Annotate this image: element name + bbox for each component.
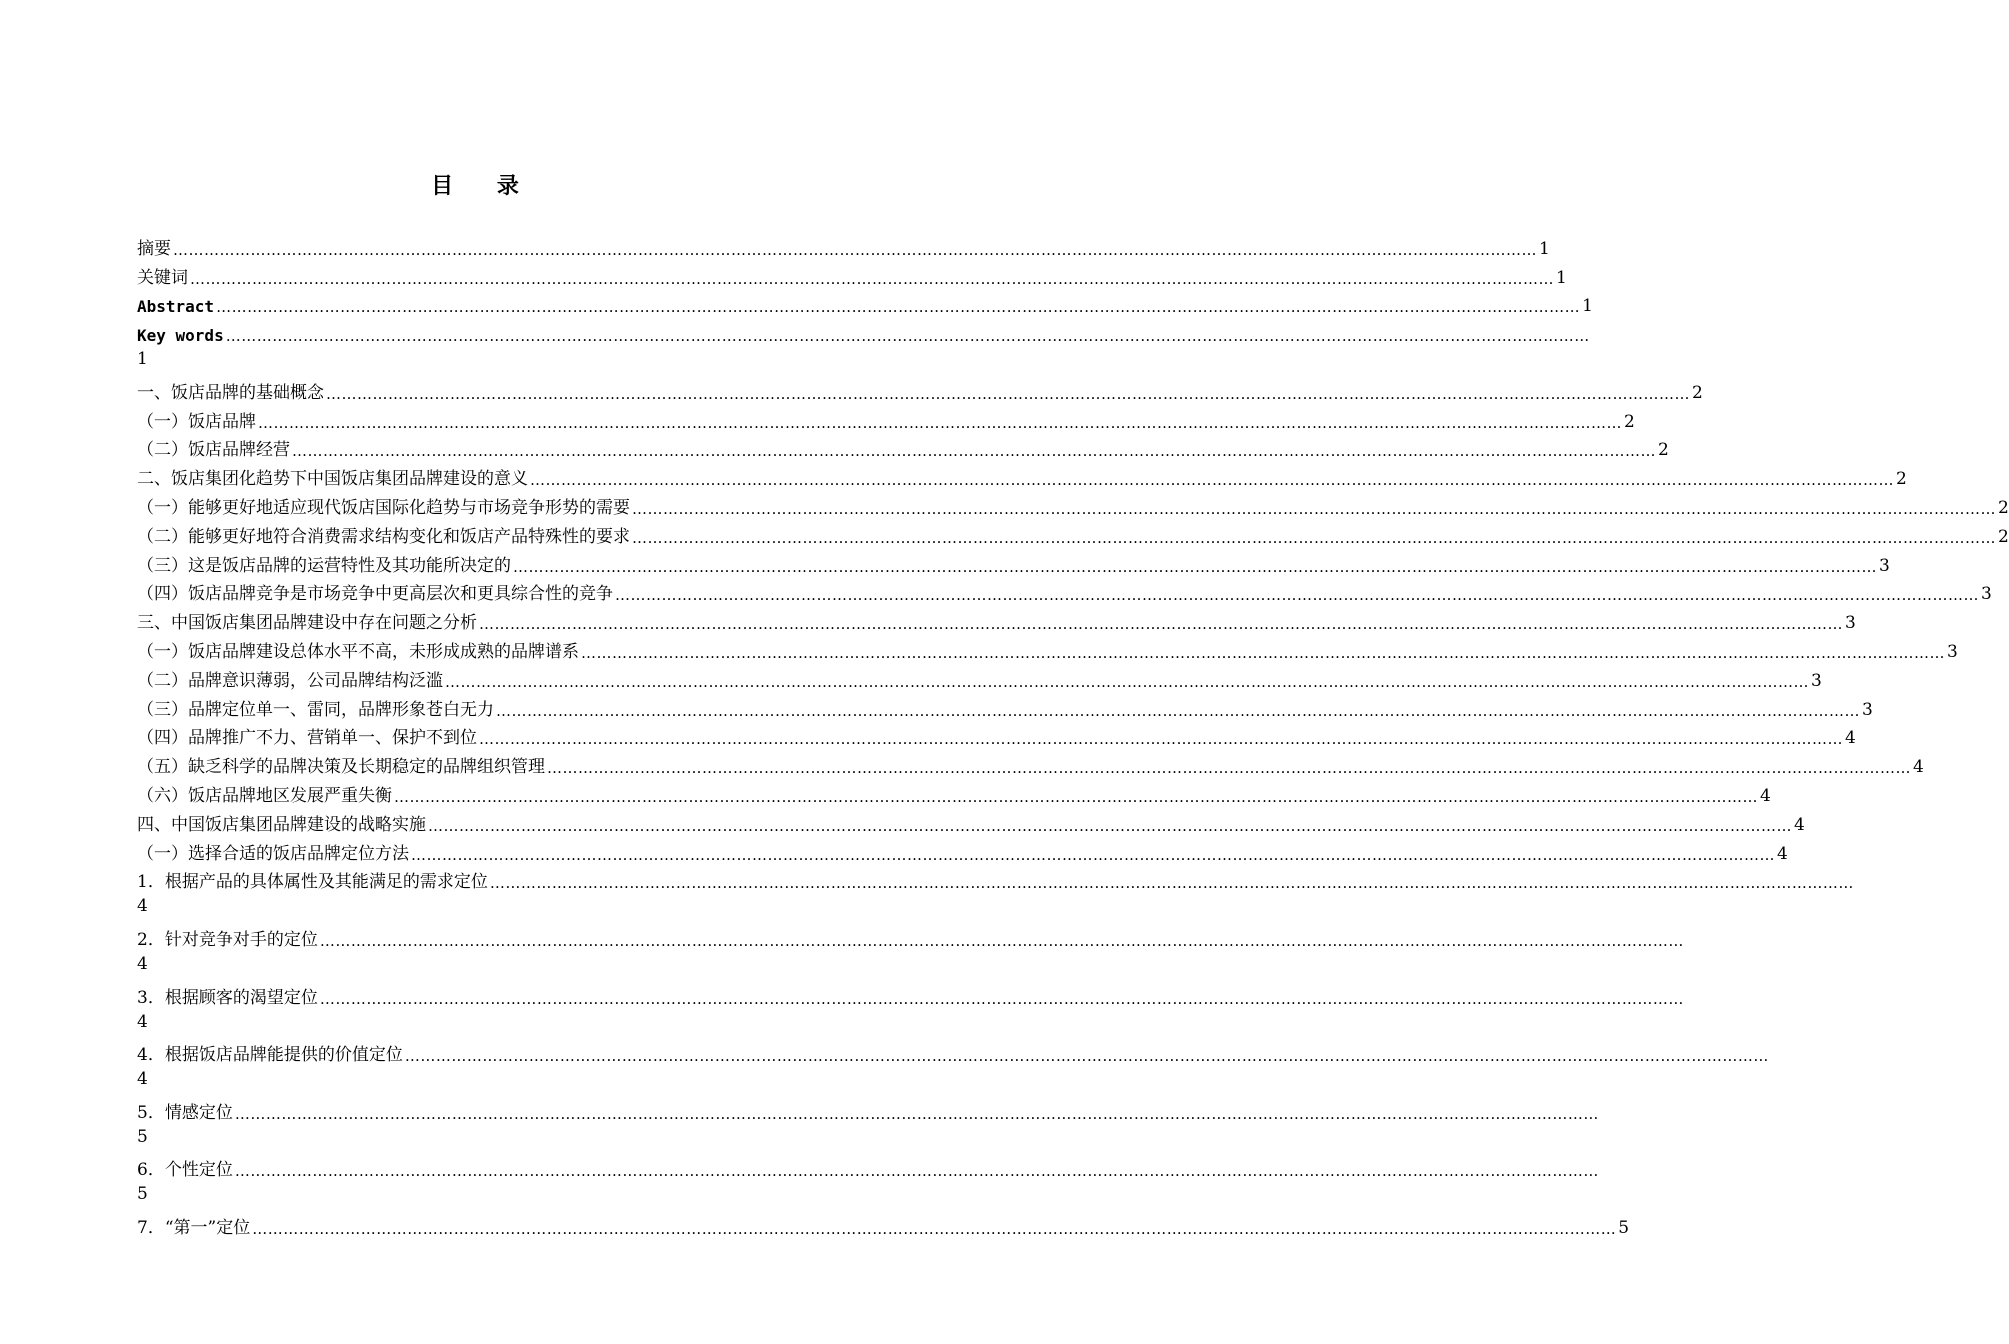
toc-entry-title: 二、饭店集团化趋势下中国饭店集团品牌建设的意义 [137, 469, 528, 490]
toc-entry-title: （六）饭店品牌地区发展严重失衡 [137, 785, 392, 806]
toc-leader: ………………………………………………………………………………………………………………………………………………………………………………………………………………………………………… [632, 528, 1996, 547]
toc-leader: ………………………………………………………………………………………………………………………………………………………………………………………………………………………………………… [411, 845, 1775, 864]
toc-leader: ………………………………………………………………………………………………………………………………………………………………………………………………………………………………………… [513, 557, 1877, 576]
toc-entry-title: 6．个性定位 [137, 1160, 233, 1181]
toc-entry-section-3-3[interactable] [137, 691, 1873, 720]
toc-entry-abstract-cn[interactable] [137, 230, 1550, 259]
toc-entry-section-2-4[interactable] [137, 576, 1992, 605]
toc-leader: ………………………………………………………………………………………………………………………………………………………………………………………………………………………………………… [394, 787, 1758, 806]
toc-leader: ………………………………………………………………………………………………………………………………………………………………………………………………………………………………………… [326, 384, 1690, 403]
toc-entry-page: 3 [1981, 584, 1992, 605]
toc-leader: ………………………………………………………………………………………………………………………………………………………………………………………………………………………………………… [292, 442, 1656, 461]
toc-entry-section-4-1-2[interactable] [137, 921, 1684, 979]
toc-entry-page: 3 [1845, 613, 1856, 634]
toc-leader: ………………………………………………………………………………………………………………………………………………………………………………………………………………………………………… [190, 269, 1554, 288]
toc-entry-section-1-2[interactable] [137, 432, 1669, 461]
toc-entry-page: 5 [137, 1126, 148, 1147]
toc-entry-page: 3 [1811, 670, 1822, 691]
toc-entry-section-2-1[interactable] [137, 489, 2009, 518]
toc-entry-section-2[interactable] [137, 460, 1907, 490]
toc-entry-page: 3 [1862, 699, 1873, 720]
toc-leader: ………………………………………………………………………………………………………………………………………………………………………………………………………………………………………… [445, 672, 1809, 691]
toc-leader: ………………………………………………………………………………………………………………………………………………………………………………………………………………………………………… [319, 989, 1684, 1008]
toc-entry-title: （二）能够更好地符合消费需求结构变化和饭店产品特殊性的要求 [137, 526, 630, 547]
toc-entry-title: （二）饭店品牌经营 [137, 440, 290, 461]
table-of-contents [137, 230, 2009, 1238]
toc-entry-page: 4 [137, 1069, 148, 1090]
toc-entry-title: （五）缺乏科学的品牌决策及长期稳定的品牌组织管理 [137, 757, 545, 778]
toc-leader: ………………………………………………………………………………………………………………………………………………………………………………………………………………………………………… [479, 615, 1843, 634]
toc-entry-title: 5．情感定位 [137, 1102, 233, 1123]
toc-entry-section-3-5[interactable] [137, 748, 1924, 778]
toc-entry-title: （三）品牌定位单一、雷同，品牌形象苍白无力 [137, 699, 494, 720]
toc-entry-title: 7．“第一”定位 [137, 1217, 251, 1238]
toc-leader: ………………………………………………………………………………………………………………………………………………………………………………………………………………………………………… [225, 327, 1590, 346]
toc-leader: ………………………………………………………………………………………………………………………………………………………………………………………………………………………………………… [234, 1104, 1599, 1123]
toc-entry-page: 4 [1913, 757, 1924, 778]
toc-entry-page: 1 [1556, 267, 1567, 288]
toc-entry-page: 1 [1539, 238, 1550, 259]
toc-entry-title: （一）饭店品牌建设总体水平不高，未形成成熟的品牌谱系 [137, 641, 579, 662]
toc-entry-title: 关键词 [137, 267, 188, 288]
toc-entry-section-3-6[interactable] [137, 777, 1771, 806]
toc-leader: ………………………………………………………………………………………………………………………………………………………………………………………………………………………………………… [173, 240, 1537, 259]
toc-leader: ………………………………………………………………………………………………………………………………………………………………………………………………………………………………………… [489, 874, 1854, 893]
toc-entry-title: （四）饭店品牌竞争是市场竞争中更高层次和更具综合性的竞争 [137, 584, 613, 605]
toc-leader: ………………………………………………………………………………………………………………………………………………………………………………………………………………………………………… [615, 586, 1979, 605]
toc-entry-title: 一、饭店品牌的基础概念 [137, 382, 324, 403]
toc-entry-keywords-cn[interactable] [137, 259, 1567, 288]
toc-entry-title: 四、中国饭店集团品牌建设的战略实施 [137, 814, 426, 835]
toc-entry-section-3-1[interactable] [137, 633, 1958, 662]
toc-leader: ………………………………………………………………………………………………………………………………………………………………………………………………………………………………………… [404, 1047, 1769, 1066]
toc-entry-page: 2 [1896, 469, 1907, 490]
toc-leader: ………………………………………………………………………………………………………………………………………………………………………………………………………………………………………… [252, 1219, 1617, 1238]
toc-leader: ………………………………………………………………………………………………………………………………………………………………………………………………………………………………………… [234, 1162, 1599, 1181]
page-title: 目 录 [431, 173, 537, 199]
toc-entry-title: 3．根据顾客的渴望定位 [137, 987, 318, 1008]
toc-entry-section-4-1-5[interactable] [137, 1094, 1599, 1152]
toc-entry-page: 5 [1618, 1217, 1630, 1238]
toc-entry-title: 4．根据饭店品牌能提供的价值定位 [137, 1045, 403, 1066]
toc-entry-title: Key words [137, 326, 224, 346]
toc-entry-title: （一）能够更好地适应现代饭店国际化趋势与市场竞争形势的需要 [137, 497, 630, 518]
toc-entry-page: 4 [1760, 785, 1771, 806]
toc-entry-page: 1 [137, 349, 148, 370]
toc-entry-section-2-3[interactable] [137, 547, 1890, 576]
toc-entry-page: 2 [1998, 526, 2009, 547]
toc-leader: ………………………………………………………………………………………………………………………………………………………………………………………………………………………………………… [547, 759, 1911, 778]
toc-entry-section-3-4[interactable] [137, 720, 1856, 749]
toc-entry-page: 3 [1879, 555, 1890, 576]
toc-entry-title: 三、中国饭店集团品牌建设中存在问题之分析 [137, 613, 477, 634]
toc-entry-title: （一）选择合适的饭店品牌定位方法 [137, 843, 409, 864]
toc-entry-title: （三）这是饭店品牌的运营特性及其功能所决定的 [137, 555, 511, 576]
toc-entry-title: 2．针对竞争对手的定位 [137, 929, 318, 950]
toc-entry-section-2-2[interactable] [137, 518, 2009, 547]
toc-entry-section-4-1-4[interactable] [137, 1036, 1769, 1094]
toc-entry-section-4-1[interactable] [137, 835, 1788, 864]
toc-entry-page: 3 [1947, 641, 1958, 662]
toc-entry-page: 2 [1692, 382, 1703, 403]
toc-entry-title: （二）品牌意识薄弱，公司品牌结构泛滥 [137, 670, 443, 691]
toc-entry-title: 1．根据产品的具体属性及其能满足的需求定位 [137, 872, 488, 893]
toc-leader: ………………………………………………………………………………………………………………………………………………………………………………………………………………………………………… [496, 701, 1860, 720]
toc-entry-title: Abstract [137, 297, 215, 317]
toc-entry-section-1-1[interactable] [137, 403, 1635, 432]
toc-entry-page: 4 [137, 953, 148, 974]
toc-leader: ………………………………………………………………………………………………………………………………………………………………………………………………………………………………………… [258, 413, 1622, 432]
toc-entry-abstract-en[interactable] [137, 288, 1593, 317]
toc-leader: ………………………………………………………………………………………………………………………………………………………………………………………………………………………………………… [479, 730, 1843, 749]
toc-entry-section-4-1-6[interactable] [137, 1152, 1599, 1210]
toc-entry-page: 5 [137, 1184, 148, 1205]
toc-entry-section-3[interactable] [137, 604, 1856, 634]
toc-entry-section-4[interactable] [137, 806, 1805, 835]
toc-leader: ………………………………………………………………………………………………………………………………………………………………………………………………………………………………………… [581, 643, 1945, 662]
toc-entry-title: （四）品牌推广不力、营销单一、保护不到位 [137, 728, 477, 749]
toc-entry-section-4-1-7[interactable] [137, 1209, 1630, 1238]
toc-leader: ………………………………………………………………………………………………………………………………………………………………………………………………………………………………………… [428, 816, 1792, 835]
toc-entry-title: 摘要 [137, 238, 171, 259]
toc-entry-section-4-1-1[interactable] [137, 864, 1854, 922]
toc-entry-page: 4 [137, 1011, 148, 1032]
toc-entry-keywords-en[interactable] [137, 316, 1590, 374]
toc-entry-page: 4 [1777, 843, 1788, 864]
toc-entry-title: （一）饭店品牌 [137, 411, 256, 432]
toc-entry-page: 4 [137, 896, 148, 917]
toc-entry-page: 1 [1582, 296, 1593, 317]
toc-entry-page: 4 [1845, 728, 1856, 749]
toc-entry-page: 4 [1794, 814, 1805, 835]
toc-leader: ………………………………………………………………………………………………………………………………………………………………………………………………………………………………………… [319, 931, 1684, 950]
toc-entry-section-4-1-3[interactable] [137, 979, 1684, 1037]
toc-entry-page: 2 [1658, 440, 1669, 461]
toc-entry-section-3-2[interactable] [137, 662, 1822, 691]
toc-entry-page: 2 [1998, 497, 2009, 518]
toc-leader: ………………………………………………………………………………………………………………………………………………………………………………………………………………………………………… [530, 471, 1894, 490]
toc-leader: ………………………………………………………………………………………………………………………………………………………………………………………………………………………………………… [632, 499, 1996, 518]
toc-entry-page: 2 [1624, 411, 1635, 432]
toc-leader: ………………………………………………………………………………………………………………………………………………………………………………………………………………………………………… [216, 298, 1581, 317]
toc-entry-section-1[interactable] [137, 374, 1703, 403]
